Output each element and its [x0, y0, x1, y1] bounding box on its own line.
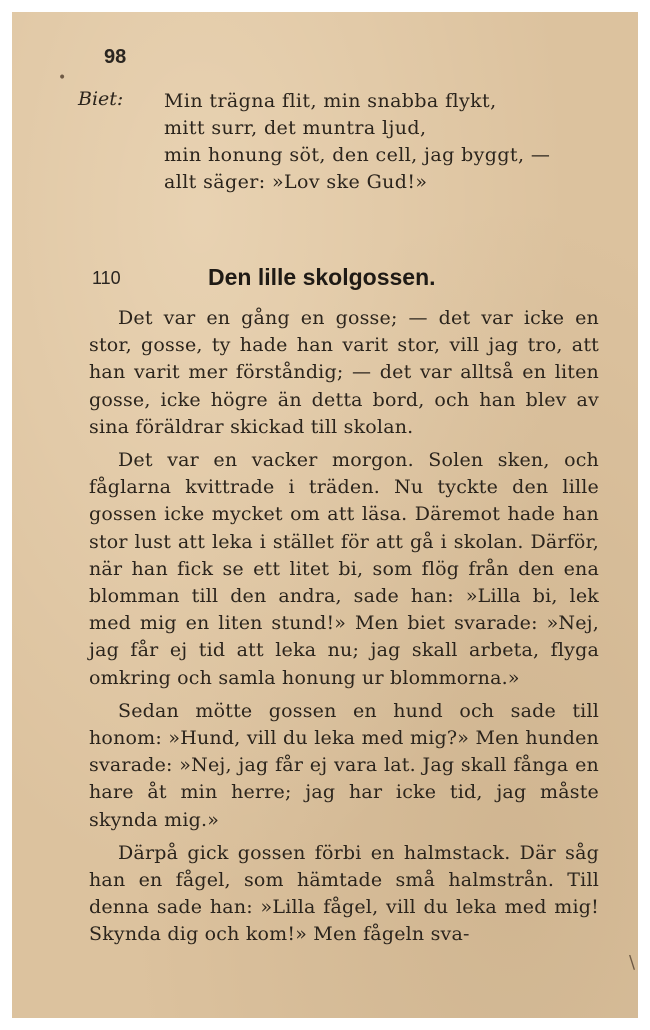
verse-line: Min trägna flit, min snabba flykt,: [164, 90, 497, 112]
story-body: [89, 305, 599, 955]
verse-line: mitt surr, det muntra ljud,: [164, 117, 427, 139]
verse-line: allt säger: »Lov ske Gud!»: [164, 171, 428, 193]
verse-speaker: Biet:: [78, 88, 124, 110]
print-speck: \: [629, 952, 636, 973]
section-title: Den lille skolgossen.: [208, 264, 436, 290]
paragraph: Det var en gång en gosse; — det var icke en stor, gosse, ty hade han varit stor, vill jag tro, att han varit mer förståndig; — det var alltså en liten gosse, icke högre än detta bord, och han blev av sina föräldrar skickad till skolan.: [89, 307, 599, 438]
paragraph: Det var en vacker morgon. Solen sken, och fåglarna kvittrade i träden. Nu tyckte den lille gossen icke mycket om att läsa. Däremot hade han stor lust att leka i stället för att gå i skolan. Därför, när han fick se ett litet bi, som flög från den ena blomman till den andra, sade han: »Lilla bi, lek med mig en liten stund!» Men biet svarade: »Nej, jag får ej tid att leka nu; jag skall arbeta, flyga omkring och samla honung ur blommorna.»: [89, 449, 599, 689]
section-number: 110: [92, 268, 121, 288]
print-speck: •: [58, 70, 67, 86]
verse-lines: [164, 88, 550, 196]
verse-line: min honung söt, den cell, jag byggt, —: [164, 144, 551, 166]
paragraph: Sedan mötte gossen en hund och sade till honom: »Hund, vill du leka med mig?» Men hunden svarade: »Nej, jag får ej vara lat. Jag skall fånga en hare åt min herre; jag har icke tid, jag måste skynda mig.»: [89, 699, 599, 831]
book-page: [12, 12, 638, 1018]
page-number: 98: [104, 46, 127, 68]
paragraph: Därpå gick gossen förbi en halmstack. Där såg han en fågel, som hämtade små halmstrån. Till denna sade han: »Lilla fågel, vill du leka med mig! Skynda dig och kom!» Men fågeln sva-: [89, 841, 599, 946]
